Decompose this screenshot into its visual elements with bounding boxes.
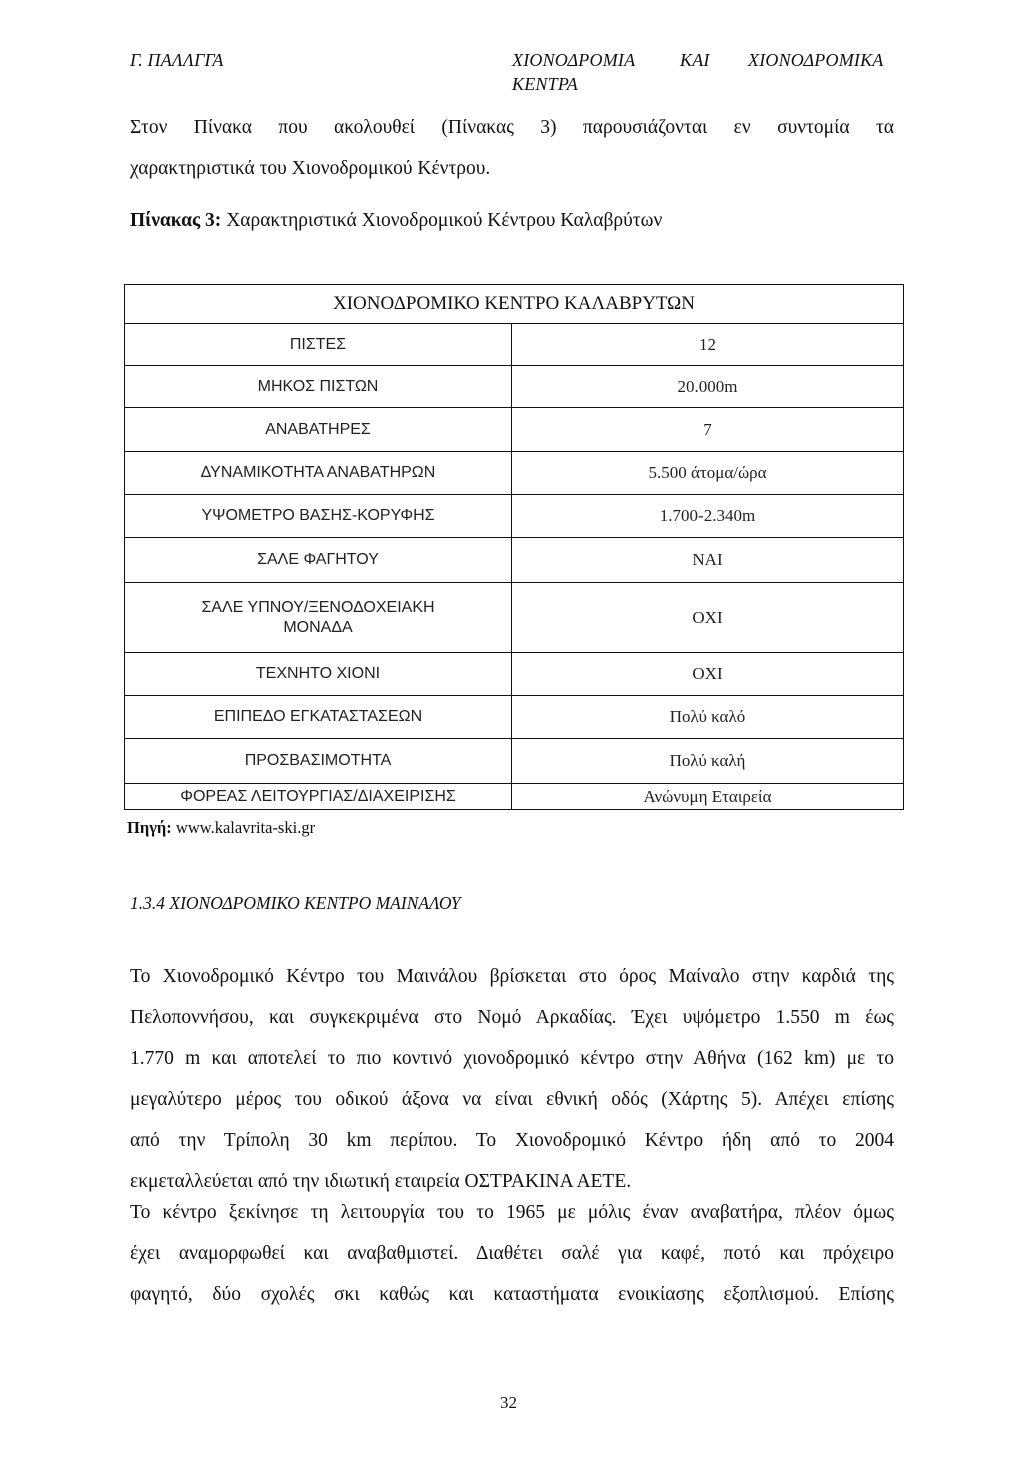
table-title-row [125, 285, 904, 324]
table-row [125, 452, 904, 495]
table-value: ΟΧΙ [512, 583, 904, 653]
table-key: ΤΕΧΝΗΤΟ ΧΙΟΝΙ [125, 653, 512, 696]
header-title-part1: ΧΙΟΝΟΔΡΟΜΙΑ [512, 50, 636, 70]
table-caption-text: Χαρακτηριστικά Χιονοδρομικού Κέντρου Καλαβρύτων [221, 210, 663, 231]
table-row [125, 538, 904, 583]
section-title: 1.3.4 ΧΙΟΝΟΔΡΟΜΙΚΟ ΚΕΝΤΡΟ ΜΑΙΝΑΛΟΥ [130, 893, 461, 913]
table-value: Ανώνυμη Εταιρεία [512, 784, 904, 810]
table-key: ΣΑΛΕ ΦΑΓΗΤΟΥ [125, 538, 512, 583]
table-key: ΥΨΟΜΕΤΡΟ ΒΑΣΗΣ-ΚΟΡΥΦΗΣ [125, 495, 512, 538]
table-value: Πολύ καλή [512, 739, 904, 784]
paragraph-line: Το Χιονοδρομικό Κέντρο του Μαινάλου βρίσκεται στο όρος Μαίναλο στην καρδιά της [130, 966, 894, 987]
table-source [127, 818, 315, 838]
table-value: ΝΑΙ [512, 538, 904, 583]
table-key: ΑΝΑΒΑΤΗΡΕΣ [125, 408, 512, 452]
table-row [125, 739, 904, 784]
paragraph-line: έχει αναμορφωθεί και αναβαθμιστεί. Διαθέτει σαλέ για καφέ, ποτό και πρόχειρο [130, 1243, 894, 1264]
paragraph-line: 1.770 m και αποτελεί το πιο κοντινό χιονοδρομικό κέντρο στην Αθήνα (162 km) με το [130, 1048, 894, 1069]
table-key [125, 583, 512, 653]
paragraph-line: Το κέντρο ξεκίνησε τη λειτουργία του το 1965 με μόλις έναν αναβατήρα, πλέον όμως [130, 1202, 894, 1223]
table-row [125, 495, 904, 538]
body-paragraph-1 [130, 956, 894, 1202]
header-title-kai: ΚΑΙ [680, 50, 710, 70]
intro-line-1: Στον Πίνακα που ακολουθεί (Πίνακας 3) παρουσιάζονται εν συντομία τα [130, 117, 894, 138]
table-key-wrapped: ΣΑΛΕ ΥΠΝΟΥ/ΞΕΝΟΔΟΧΕΙΑΚΗ ΜΟΝΑΔΑ [201, 598, 435, 636]
table-value: 5.500 άτομα/ώρα [512, 452, 904, 495]
paragraph-line: από την Τρίπολη 30 km περίπου. Το Χιονοδρομικό Κέντρο ήδη από το 2004 [130, 1130, 894, 1151]
table-key: ΔΥΝΑΜΙΚΟΤΗΤΑ ΑΝΑΒΑΤΗΡΩΝ [125, 452, 512, 495]
table-value: 12 [512, 324, 904, 366]
characteristics-table [124, 284, 904, 810]
source-link: www.kalavrita-ski.gr [171, 818, 316, 837]
table-value: ΟΧΙ [512, 653, 904, 696]
header-author: Γ. ΠΑΛΛΓΓΑ [130, 50, 224, 70]
table-key: ΜΗΚΟΣ ΠΙΣΤΩΝ [125, 366, 512, 408]
table-row [125, 784, 904, 810]
table-key: ΕΠΙΠΕΔΟ ΕΓΚΑΤΑΣΤΑΣΕΩΝ [125, 696, 512, 739]
table-key: ΠΡΟΣΒΑΣΙΜΟΤΗΤΑ [125, 739, 512, 784]
table-row [125, 366, 904, 408]
table-value: 7 [512, 408, 904, 452]
table-key: ΠΙΣΤΕΣ [125, 324, 512, 366]
table-row [125, 653, 904, 696]
paragraph-line: εκμεταλλεύεται από την ιδιωτική εταιρεία ΟΣΤΡΑΚΙΝΑ ΑΕΤΕ. [130, 1171, 632, 1192]
header-title-part2: ΧΙΟΝΟΔΡΟΜΙΚΑ [748, 50, 884, 70]
table-row [125, 696, 904, 739]
table-caption [130, 210, 662, 232]
table-value: Πολύ καλό [512, 696, 904, 739]
paragraph-line: μεγαλύτερο μέρος του οδικού άξονα να είναι εθνική οδός (Χάρτης 5). Απέχει επίσης [130, 1089, 894, 1110]
page-number: 32 [500, 1393, 517, 1412]
table-title: ΧΙΟΝΟΔΡΟΜΙΚΟ ΚΕΝΤΡΟ ΚΑΛΑΒΡΥΤΩΝ [125, 285, 904, 324]
intro-paragraph [130, 107, 894, 189]
paragraph-line: φαγητό, δύο σχολές σκι καθώς και καταστήματα ενοικίασης εξοπλισμού. Επίσης [130, 1284, 894, 1305]
table-row [125, 324, 904, 366]
source-label: Πηγή: [127, 818, 172, 837]
table-key: ΦΟΡΕΑΣ ΛΕΙΤΟΥΡΓΙΑΣ/ΔΙΑΧΕΙΡΙΣΗΣ [125, 784, 512, 810]
body-paragraph-2 [130, 1192, 894, 1315]
table-caption-label: Πίνακας 3: [130, 210, 222, 231]
intro-line-2: χαρακτηριστικά του Χιονοδρομικού Κέντρου. [130, 158, 491, 179]
table-value: 1.700-2.340m [512, 495, 904, 538]
table-value: 20.000m [512, 366, 904, 408]
paragraph-line: Πελοποννήσου, και συγκεκριμένα στο Νομό Αρκαδίας. Έχει υψόμετρο 1.550 m έως [130, 1007, 894, 1028]
table-row [125, 583, 904, 653]
header-title-part3: ΚΕΝΤΡΑ [512, 74, 578, 94]
table-row [125, 408, 904, 452]
